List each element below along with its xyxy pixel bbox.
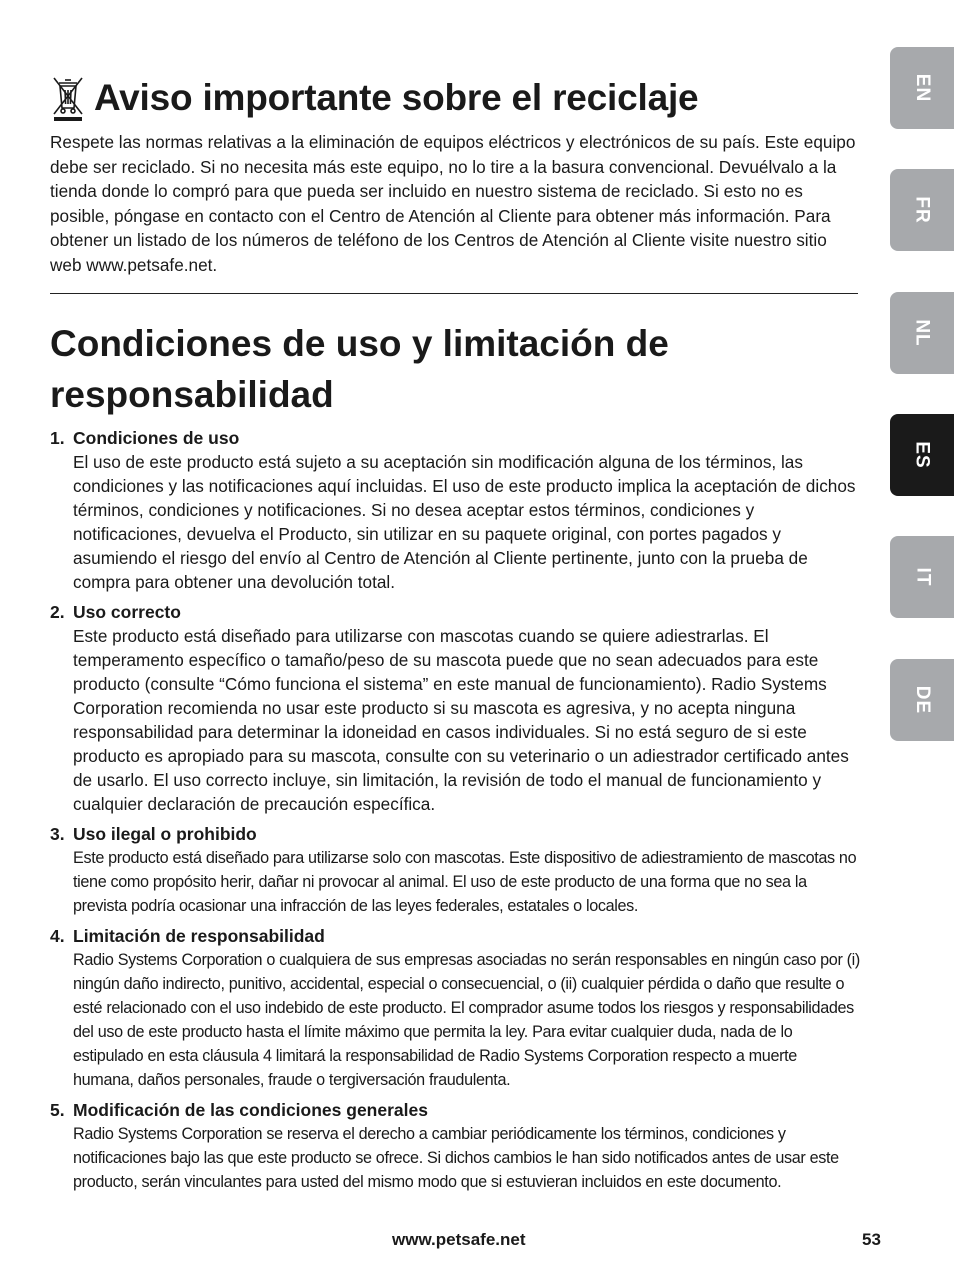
section-body: El uso de este producto está sujeto a su aceptación sin modificación alguna de los términos, las condiciones y las notificaciones aquí incluidas. El uso de este producto implica la aceptación de dichos términos, condiciones y notificaciones. Si no desea aceptar estos términos, condiciones y notificaciones, devuelva el Producto, sin utilizar en su paquete original, con portes pagados y asumiendo el riesgo del envío al Centro de Atención al Cliente pertinente, junto con la prueba de compra para obtener una devolución total. <box>73 452 856 592</box>
terms-sections <box>50 426 860 1200</box>
section-title-text: Uso ilegal o prohibido <box>73 824 257 844</box>
terms-heading: Condiciones de uso y limitación de responsabilidad <box>50 323 669 415</box>
section-title-text: Condiciones de uso <box>73 428 240 448</box>
section-divider <box>50 293 858 294</box>
terms-section-5 <box>50 1098 860 1194</box>
terms-section-2 <box>50 600 860 816</box>
language-tab-label: NL <box>911 319 933 347</box>
language-tab-label: IT <box>911 567 933 587</box>
language-tab-en[interactable] <box>890 47 954 129</box>
language-tabs <box>890 0 954 1272</box>
language-tab-de[interactable] <box>890 659 954 741</box>
section-title <box>50 924 860 948</box>
recycling-heading <box>50 72 850 124</box>
section-number: 3. <box>50 824 65 844</box>
recycling-paragraph: Respete las normas relativas a la eliminación de equipos eléctricos y electrónicos de su país. Este equipo debe ser reciclado. Si no necesita más este equipo, no lo tire a la basura convencional. Devuélvalo a la tienda donde lo compró para que pueda ser incluido en nuestro sistema de reciclado. Si esto no es posible, póngase en contacto con el Centro de Atención al Cliente para obtener más información. Para obtener un listado de los números de teléfono de los Centros de Atención al Cliente visite nuestro sitio web www.petsafe.net. <box>50 132 856 275</box>
terms-section-3 <box>50 822 860 918</box>
section-title <box>50 822 860 846</box>
section-body: Este producto está diseñado para utilizarse solo con mascotas. Este dispositivo de adiestramiento de mascotas no tiene como propósito herir, dañar ni provocar al animal. El uso de este producto de una forma que no sea la prevista podría ocasionar una infracción de las leyes federales, estatales o locales. <box>73 849 857 915</box>
section-number: 1. <box>50 428 65 448</box>
language-tab-it[interactable] <box>890 536 954 618</box>
section-title-text: Uso correcto <box>73 602 181 622</box>
terms-section-1 <box>50 426 860 594</box>
language-tab-label: DE <box>912 685 933 715</box>
crossed-out-wheelie-bin-icon <box>50 74 86 122</box>
language-tab-label: ES <box>911 441 933 469</box>
section-title <box>50 600 860 624</box>
language-tab-nl[interactable] <box>890 292 954 374</box>
section-body: Este producto está diseñado para utilizarse con mascotas cuando se quiere adiestrarlas. El temperamento específico o tamaño/peso de su mascota puede que no sean adecuados para este producto (consulte “Cómo funciona el sistema” en este manual de funcionamiento). Radio Systems Corporation recomienda no usar este producto si su mascota es agresiva, y no acepta ninguna responsabilidad para determinar la idoneidad en casos individuales. Si no está seguro de si este producto es apropiado para su mascota, consulte con su veterinario o un adiestrador certificado antes de usarlo. El uso correcto incluye, sin limitación, la revisión de todo el manual de funcionamiento y cualquier declaración de precaución específica. <box>73 626 849 814</box>
section-number: 2. <box>50 602 65 622</box>
section-title-text: Limitación de responsabilidad <box>73 926 325 946</box>
section-number: 4. <box>50 926 65 946</box>
language-tab-label: FR <box>911 196 933 224</box>
section-number: 5. <box>50 1100 65 1120</box>
page-number: 53 <box>862 1230 881 1249</box>
language-tab-es[interactable] <box>890 414 954 496</box>
language-tab-label: EN <box>912 73 933 103</box>
recycling-title: Aviso importante sobre el reciclaje <box>94 77 699 118</box>
section-body: Radio Systems Corporation o cualquiera de sus empresas asociadas no serán responsables en ningún caso por (i) ningún daño indirecto, punitivo, accidental, especial o consecuencial, o (ii) cualquier pérdida o daño que resulte o esté relacionado con el uso indebido de este producto. El comprador asume todos los riesgos y responsabilidades del uso de este producto hasta el límite máximo que permita la ley. Para evitar cualquier duda, nada de lo estipulado en esta cláusula 4 limitará la responsabilidad de Radio Systems Corporation respecto a muerte humana, daños personales, fraude o tergiversación fraudulenta. <box>73 951 860 1089</box>
language-tab-fr[interactable] <box>890 169 954 251</box>
section-body: Radio Systems Corporation se reserva el derecho a cambiar periódicamente los términos, condiciones y notificaciones bajo las que este producto se ofrece. Si dichos cambios le han sido notificados antes de usar este producto, serán vinculantes para usted del mismo modo que si estuvieran incluidos en este documento. <box>73 1125 839 1191</box>
section-title-text: Modificación de las condiciones generales <box>73 1100 428 1120</box>
footer-url[interactable]: www.petsafe.net <box>392 1230 526 1249</box>
section-title <box>50 1098 860 1122</box>
section-title <box>50 426 860 450</box>
terms-section-4 <box>50 924 860 1092</box>
